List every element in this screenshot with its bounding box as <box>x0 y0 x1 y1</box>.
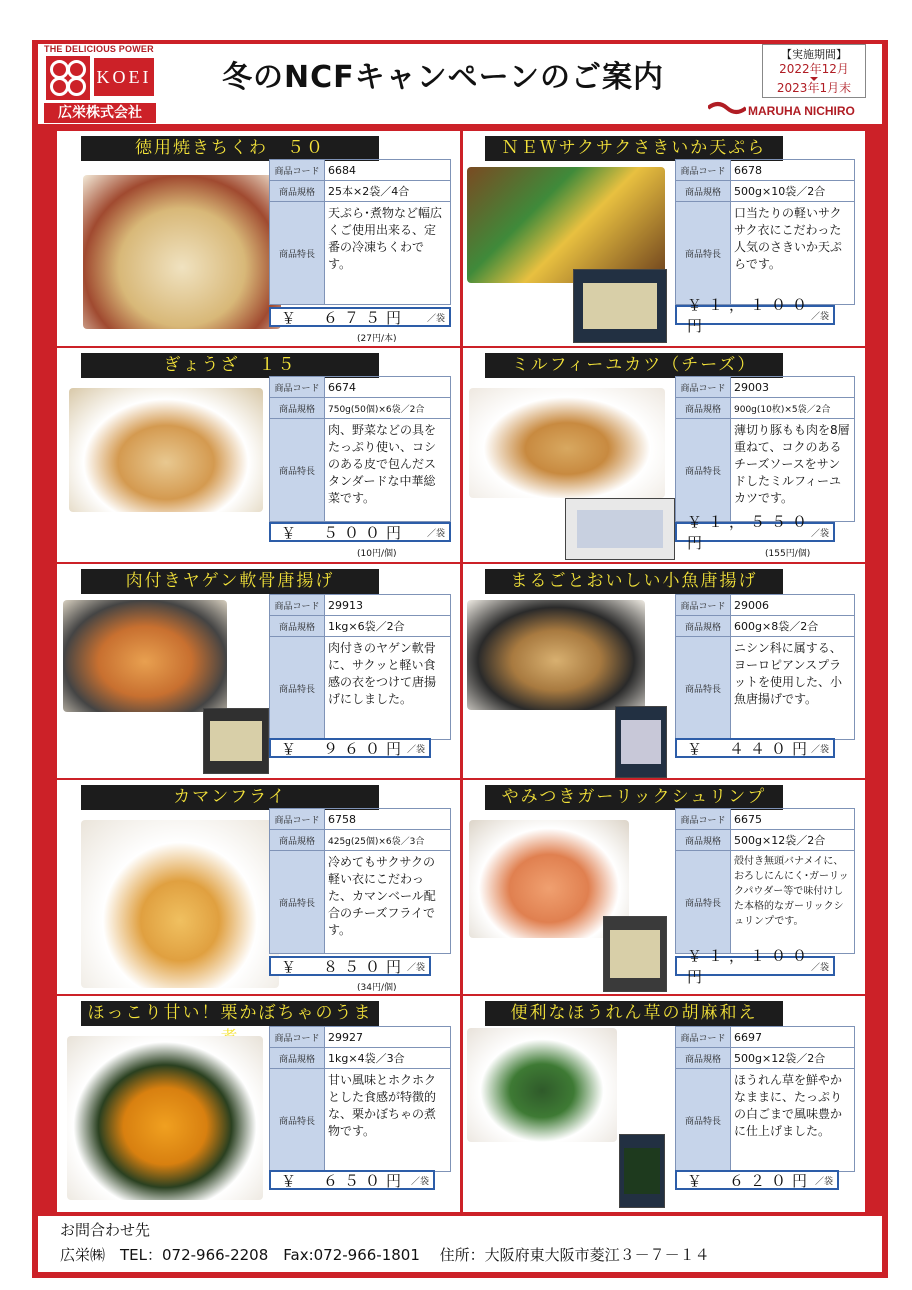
feature-label: 商品特長 <box>269 201 325 305</box>
product-feature: 肉付きのヤゲン軟骨に、サクッと軽い食感の衣をつけて唐揚げにしました。 <box>325 636 451 740</box>
product-code: 6758 <box>325 808 451 830</box>
unit-price-note: (34円/個) <box>357 983 397 993</box>
product-name: まるごとおいしい小魚唐揚げ <box>485 569 783 594</box>
product-code: 6675 <box>731 808 855 830</box>
package-photo <box>603 916 667 992</box>
price-value: ￥ ５００円 <box>281 523 408 542</box>
product-card <box>463 131 865 346</box>
price-unit: ／袋 <box>406 962 425 973</box>
code-label: 商品コード <box>675 376 731 398</box>
code-label: 商品コード <box>675 1026 731 1048</box>
code-label: 商品コード <box>269 1026 325 1048</box>
product-feature: 甘い風味とホクホクとした食感が特徴的な、栗かぼちゃの煮物です。 <box>325 1068 451 1172</box>
product-name: カマンフライ <box>81 785 379 810</box>
product-spec: 600g×8袋／2合 <box>731 615 855 637</box>
product-price <box>675 738 835 758</box>
product-code: 6674 <box>325 376 451 398</box>
product-code: 29003 <box>731 376 855 398</box>
spec-label: 商品規格 <box>675 180 731 202</box>
brand-tagline: THE DELICIOUS POWER <box>44 44 154 54</box>
product-feature: ニシン科に属する、ヨーロピアンスプラットを使用した、小魚唐揚げです。 <box>731 636 855 740</box>
product-price <box>675 1170 839 1190</box>
product-code: 6697 <box>731 1026 855 1048</box>
package-photo <box>203 708 269 774</box>
product-card <box>463 996 865 1212</box>
feature-label: 商品特長 <box>675 418 731 522</box>
code-label: 商品コード <box>675 159 731 181</box>
code-label: 商品コード <box>269 808 325 830</box>
product-price <box>675 513 835 552</box>
product-photo <box>467 1028 617 1142</box>
maruha-wave-icon <box>708 100 746 118</box>
product-spec: 1kg×6袋／2合 <box>325 615 451 637</box>
campaign-period <box>762 44 866 98</box>
product-photo <box>469 388 665 498</box>
product-name: ほっこり甘い！栗かぼちゃのうま <box>81 1001 379 1026</box>
feature-label: 商品特長 <box>269 850 325 954</box>
price-unit: ／袋 <box>810 311 829 322</box>
price-unit: ／袋 <box>410 1176 429 1187</box>
product-price <box>269 307 451 327</box>
feature-label: 商品特長 <box>675 1068 731 1172</box>
code-label: 商品コード <box>675 808 731 830</box>
product-code: 6678 <box>731 159 855 181</box>
product-card <box>463 780 865 994</box>
spec-label: 商品規格 <box>269 397 325 419</box>
package-photo <box>619 1134 665 1208</box>
product-spec: 500g×12袋／2合 <box>731 1047 855 1069</box>
product-name: ぎょうざ １５ <box>81 353 379 378</box>
product-name: 徳用焼きちくわ ５０ <box>81 136 379 161</box>
product-card <box>57 131 460 346</box>
code-label: 商品コード <box>269 376 325 398</box>
product-card <box>463 348 865 562</box>
product-code: 29006 <box>731 594 855 616</box>
product-card <box>463 564 865 778</box>
feature-label: 商品特長 <box>269 636 325 740</box>
product-spec: 500g×10袋／2合 <box>731 180 855 202</box>
price-unit: ／袋 <box>810 962 829 973</box>
spec-label: 商品規格 <box>269 829 325 851</box>
product-feature: 天ぷら･煮物など幅広くご使用出来る、定番の冷凍ちくわです。 <box>325 201 451 305</box>
price-value: ￥ ６７５円 <box>281 308 408 327</box>
price-value: ￥１，５５０円 <box>687 513 814 552</box>
product-photo <box>467 167 665 283</box>
spec-label: 商品規格 <box>675 1047 731 1069</box>
product-feature: 薄切り豚もも肉を8層重ねて、コクのあるチーズソースをサンドしたミルフィーユカツです。 <box>731 418 855 522</box>
product-feature: 口当たりの軽いサクサク衣にこだわった人気のさきいか天ぷらです。 <box>731 201 855 305</box>
feature-label: 商品特長 <box>675 850 731 954</box>
price-value: ￥ ８５０円 <box>281 957 408 976</box>
price-unit: ／袋 <box>810 744 829 755</box>
price-unit: ／袋 <box>426 528 445 539</box>
code-label: 商品コード <box>675 594 731 616</box>
product-code: 6684 <box>325 159 451 181</box>
product-spec: 25本×2袋／4合 <box>325 180 451 202</box>
product-price <box>269 1170 435 1190</box>
product-price <box>675 296 835 335</box>
price-value: ￥ ６５０円 <box>281 1171 408 1190</box>
spec-label: 商品規格 <box>675 397 731 419</box>
product-card <box>57 348 460 562</box>
product-feature: 肉、野菜などの具をたっぷり使い、コシのある皮で包んだスタンダードな中華総菜です。 <box>325 418 451 522</box>
product-photo <box>83 175 281 329</box>
product-spec: 1kg×4袋／3合 <box>325 1047 451 1069</box>
product-photo <box>467 600 645 710</box>
product-photo <box>69 388 263 512</box>
price-unit: ／袋 <box>426 313 445 324</box>
unit-price-note: (10円/個) <box>357 549 397 559</box>
product-name: ミルフィーユカツ（チーズ） <box>485 353 783 378</box>
period-label: 【実施期間】 <box>781 48 847 61</box>
product-price <box>675 947 835 986</box>
koei-logo-text: KOEI <box>94 58 154 96</box>
contact-details: 広栄㈱ TEL：072-966-2208 Fax:072-966-1801 住所：大阪府東大阪市菱江３－７－１４ <box>60 1246 710 1264</box>
product-spec: 500g×12袋／2合 <box>731 829 855 851</box>
product-name: 肉付きヤゲン軟骨唐揚げ <box>81 569 379 594</box>
product-name: ＮＥＷサクサクさきいか天ぷら <box>485 136 783 161</box>
product-spec: 750g(50個)×6袋／2合 <box>325 397 451 419</box>
product-feature: 殻付き無頭バナメイに、おろしにんにく･ガーリックパウダー等で味付けした本格的なガーリックシュリンプです。 <box>731 850 855 954</box>
price-value: ￥１，１００円 <box>687 947 814 986</box>
product-price <box>269 956 431 976</box>
spec-label: 商品規格 <box>269 180 325 202</box>
package-photo <box>615 706 667 778</box>
product-photo <box>81 820 279 988</box>
price-value: ￥ ４４０円 <box>687 739 814 758</box>
feature-label: 商品特長 <box>269 1068 325 1172</box>
product-price <box>269 738 431 758</box>
price-value: ￥ ６２０円 <box>687 1171 814 1190</box>
spec-label: 商品規格 <box>269 1047 325 1069</box>
period-from: 2022年12月 <box>779 62 849 76</box>
product-photo <box>63 600 227 712</box>
company-name: 広栄株式会社 <box>44 103 156 123</box>
package-photo <box>565 498 675 560</box>
code-label: 商品コード <box>269 159 325 181</box>
koei-logo-mark <box>46 56 90 100</box>
feature-label: 商品特長 <box>675 201 731 305</box>
price-unit: ／袋 <box>814 1176 833 1187</box>
product-feature: ほうれん草を鮮やかなままに、たっぷりの白ごまで風味豊かに仕上げました。 <box>731 1068 855 1172</box>
product-name: やみつきガーリックシュリンプ <box>485 785 783 810</box>
period-to: 2023年1月末 <box>776 81 852 95</box>
spec-label: 商品規格 <box>269 615 325 637</box>
contact-label: お問合わせ先 <box>60 1221 151 1239</box>
feature-label: 商品特長 <box>675 636 731 740</box>
product-photo <box>67 1036 263 1200</box>
package-photo <box>573 269 667 343</box>
product-name: 便利なほうれん草の胡麻和え <box>485 1001 783 1026</box>
spec-label: 商品規格 <box>675 615 731 637</box>
product-spec: 425g(25個)×6袋／3合 <box>325 829 451 851</box>
product-spec: 900g(10枚)×5袋／2合 <box>731 397 855 419</box>
product-card <box>57 564 460 778</box>
code-label: 商品コード <box>269 594 325 616</box>
product-card <box>57 996 460 1212</box>
product-code: 29913 <box>325 594 451 616</box>
product-feature: 冷めてもサクサクの軽い衣にこだわった、カマンベール配合のチーズフライです。 <box>325 850 451 954</box>
price-value: ￥ ９６０円 <box>281 739 408 758</box>
product-price <box>269 522 451 542</box>
partner-logo: MARUHA NICHIRO <box>748 104 855 118</box>
page-title: 冬のNCFキャンペーンのご案内 <box>222 60 665 95</box>
spec-label: 商品規格 <box>675 829 731 851</box>
price-value: ￥１，１００円 <box>687 296 814 335</box>
price-unit: ／袋 <box>406 744 425 755</box>
product-card <box>57 780 460 994</box>
price-unit: ／袋 <box>810 528 829 539</box>
feature-label: 商品特長 <box>269 418 325 522</box>
unit-price-note: (27円/本) <box>357 334 397 344</box>
product-code: 29927 <box>325 1026 451 1048</box>
unit-price-note: (155円/個) <box>765 549 811 559</box>
